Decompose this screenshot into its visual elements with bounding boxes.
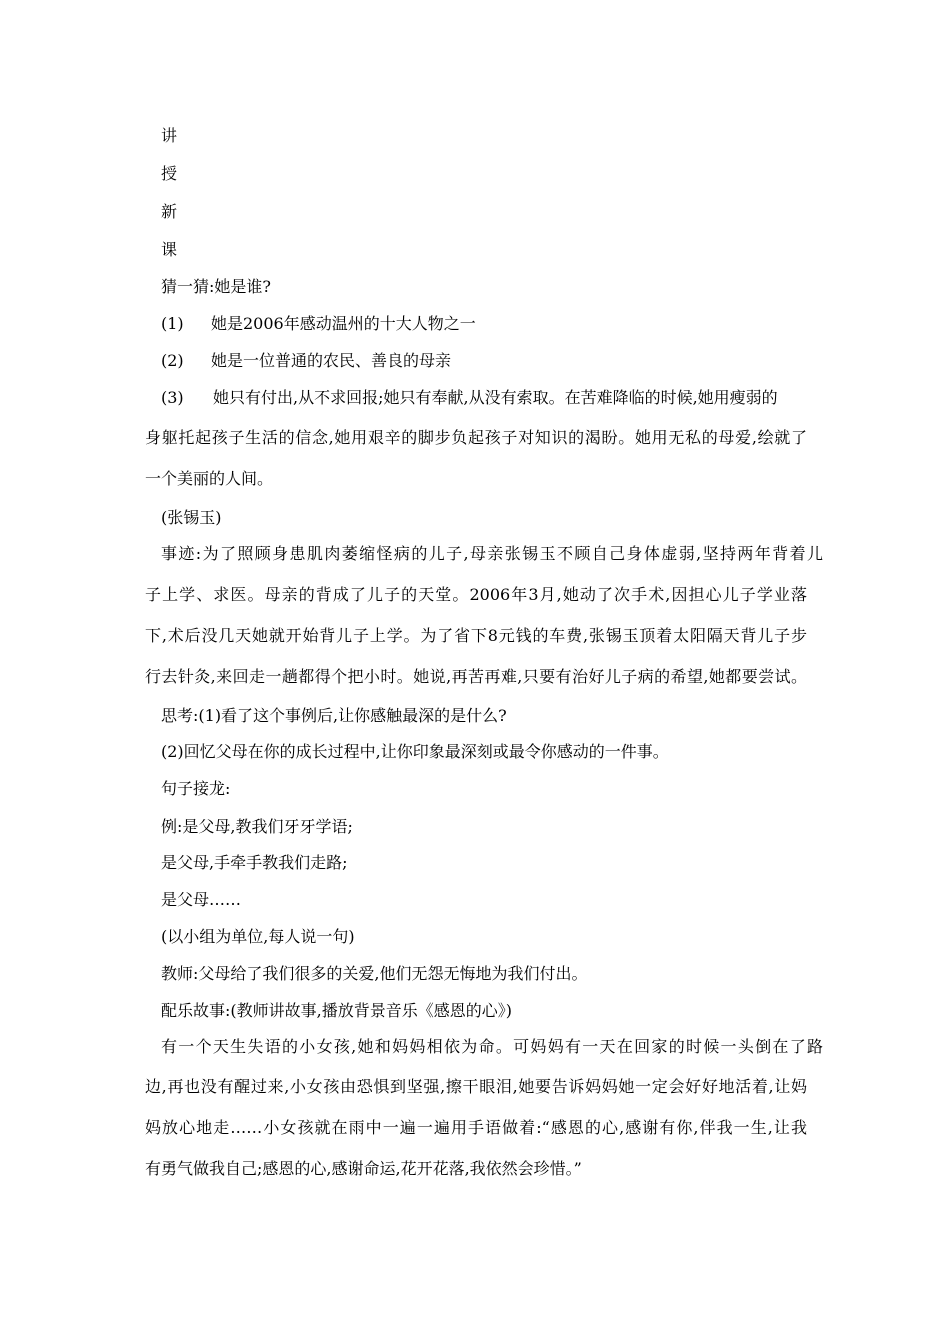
- guess-item-3-line-2: 身躯托起孩子生活的信念,她用艰辛的脚步负起孩子对知识的渴盼。她用无私的母爱,绘就了: [145, 428, 807, 447]
- guess-item-3-line-1: 她只有付出,从不求回报;她只有奉献,从没有索取。在苦难降临的时候,她用瘦弱的: [213, 388, 778, 407]
- story-line-3: 下,术后没几天她就开始背儿子上学。为了省下8元钱的车费,张锡玉顶着太阳隔天背儿子步: [145, 626, 807, 645]
- heading-char-3: 新: [161, 202, 178, 221]
- story-line-1: 事迹:为了照顾身患肌肉萎缩怪病的儿子,母亲张锡玉不顾自己身体虚弱,坚持两年背着儿: [161, 544, 823, 563]
- teacher-line: 教师:父母给了我们很多的关爱,他们无怨无悔地为我们付出。: [161, 964, 588, 983]
- relay-example-2: 是父母,手牵手教我们走路;: [161, 853, 348, 872]
- relay-example-3: 是父母……: [161, 890, 242, 909]
- guess-item-1: [145, 314, 823, 334]
- tale-line-2: 边,再也没有醒过来,小女孩由恐惧到坚强,擦干眼泪,她要告诉妈妈她一定会好好地活着,让妈: [145, 1077, 807, 1096]
- guess-item-1-num: (1): [161, 314, 184, 333]
- guess-title: 猜一猜:她是谁?: [161, 277, 271, 296]
- relay-title: 句子接龙:: [161, 779, 231, 798]
- tale-line-4: 有勇气做我自己;感恩的心,感谢命运,花开花落,我依然会珍惜。”: [145, 1159, 582, 1178]
- guess-item-2: [145, 351, 823, 371]
- guess-answer: (张锡玉): [161, 508, 222, 527]
- tale-line-3: 妈放心地走……小女孩就在雨中一遍一遍用手语做着:“感恩的心,感谢有你,伴我一生,让我: [145, 1118, 807, 1137]
- music-line: 配乐故事:(教师讲故事,播放背景音乐《感恩的心》): [161, 1001, 512, 1020]
- tale-line-1: 有一个天生失语的小女孩,她和妈妈相依为命。可妈妈有一天在回家的时候一头倒在了路: [161, 1037, 823, 1056]
- guess-item-1-text: 她是2006年感动温州的十大人物之一: [211, 314, 476, 333]
- heading-char-1: 讲: [161, 126, 178, 145]
- guess-item-3-line-3: 一个美丽的人间。: [145, 469, 274, 488]
- heading-char-2: 授: [161, 164, 178, 183]
- think-question-2: (2)回忆父母在你的成长过程中,让你印象最深刻或最令你感动的一件事。: [161, 742, 669, 761]
- story-line-2: 子上学、求医。母亲的背成了儿子的天堂。2006年3月,她动了次手术,因担心儿子学业落: [145, 585, 807, 604]
- guess-item-2-num: (2): [161, 351, 184, 370]
- guess-item-3-num: (3): [161, 388, 184, 407]
- guess-item-3: [145, 388, 823, 408]
- story-line-4: 行去针灸,来回走一趟都得个把小时。她说,再苦再难,只要有治好儿子病的希望,她都要尝试。: [145, 667, 807, 686]
- heading-char-4: 课: [161, 240, 178, 259]
- relay-note: (以小组为单位,每人说一句): [161, 927, 355, 946]
- guess-item-2-text: 她是一位普通的农民、善良的母亲: [211, 351, 452, 370]
- relay-example-1: 例:是父母,教我们牙牙学语;: [161, 817, 353, 836]
- think-question-1: 思考:(1)看了这个事例后,让你感触最深的是什么?: [161, 706, 507, 725]
